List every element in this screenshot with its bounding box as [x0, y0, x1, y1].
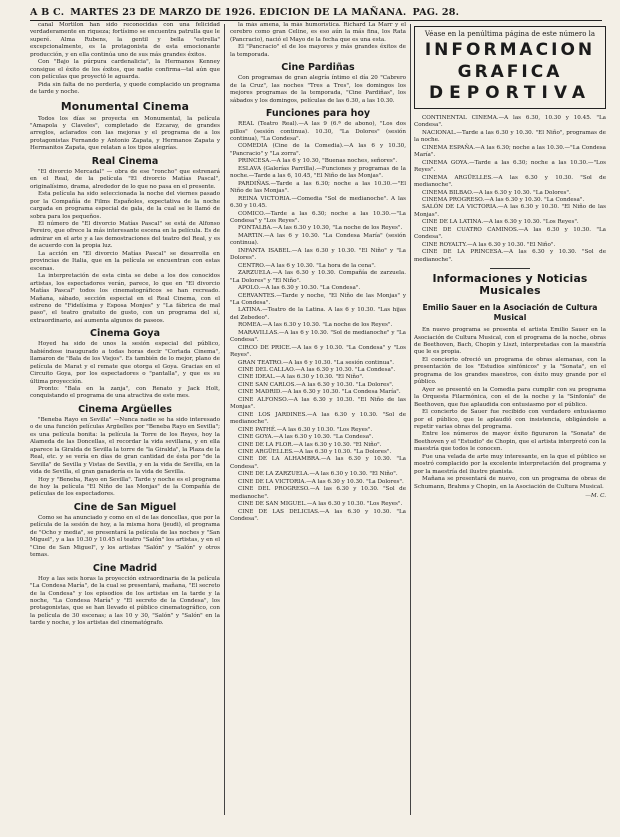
section-heading: Cinema Goya [90, 328, 160, 340]
article-paragraph: En nuevo programa se presenta el artista Emilio Sauer en la Asociación de Cultura Musical, con el programa de la noche, obras de Beethoven, Bach, Chopin y Liszt, interpretadas con la maestría que le es propia. [414, 327, 606, 356]
header-page-number: PAG. 28. [412, 6, 460, 18]
article-paragraph: Hoyed ha sido de unos la sesión especial del público, habiéndose inaugurado a todas horas decir "Cortada Cinema", llamaron de "Bala de los Viejos". Es también de lo mejor, plano de película de Marat y el remate que otorga el Goya. Gracias en el Circuito Goya, por los espectadores o "pantalla", y que es su última proyección. [30, 341, 220, 385]
article-paragraph: Entre los números de mayor éxito figuraron la "Sonata" de Beethoven y el "Estudio" de Chopin, que el artista interpretó con la maestría que todos le conocen. [414, 431, 606, 453]
article-paragraph: CINE DE LA LATINA.—A las 6.30 y 10.30. "Los Reyes". [422, 219, 579, 226]
article-paragraph: Como se ha anunciado y como en el de las doncellas, que por la película de la sesión de hoy, a la misma hora (jeudi), el programa de "Ocho y media", se presentará la película de las noches y "San Miguel", y a las 10.30 y 10.45 el teatro "Salón" los artistas, y en el "Cine de San Miguel", y los artistas "Salón" y "Salón" y otros temas. [30, 514, 220, 559]
article-paragraph: Pida sin falta de no perderla, y quede complacido un programa de tarde y noche. [30, 81, 220, 96]
article-paragraph: Esta película ha sido seleccionada la noche del viernes pasado por la Compañía de Films Españoles, expectativa de la noche cargada en programa especial de gala, de la cual se le llamó de sobra para los pequeños. [30, 191, 220, 220]
column-1 [30, 22, 220, 817]
article-paragraph: CINE DE LAS DELICIAS.—A las 6.30 y 10.30. "La Condesa". [230, 508, 406, 523]
article-paragraph: Mañana se presentará de nuevo, con un programa de obras de Schumann, Brahms y Chopin, en la Asociación de Cultura Musical. [414, 476, 606, 490]
article-paragraph: GRAN TEATRO.—A las 6 y 10.30. "La sesión continua". [238, 359, 394, 366]
column-2 [230, 22, 406, 817]
section-heading: Real Cinema [91, 155, 159, 167]
article-paragraph: El concierto ofreció un programa de obras alemanas, con la presentación de los "Estudios sinfónicos" y la "Sonata", en el programa de los grandes maestros, con éxito muy grande por el público. [414, 356, 606, 386]
article-paragraph: Pronto: "Bala en la zanja", con Renato y Jack Holt, conquistando el programa de una atractiva de este mes. [30, 386, 220, 400]
notice-text: Véase en la penúltima página de este número la [424, 30, 596, 38]
header-rule [30, 20, 602, 21]
listings [414, 115, 606, 264]
article-paragraph: CERVANTES.—Tarde y noche, "El Niño de las Monjas" y "La Condesa". [230, 292, 406, 306]
article-paragraph: MARAVILLAS.—A las 6 y 10.30. "Sol de medianoche" y "La Condesa". [230, 329, 406, 344]
article-paragraph: LATINA.—Teatro de la Latina. A las 6 y 10.30. "Las hijas del Zebedeo". [230, 307, 406, 321]
section-heading: Cinema Argüelles [78, 403, 172, 415]
article-paragraph: "El divorcio Mercadal" — obra de ese "roncho" que estrenará en el Real, de la película "El divorcio Matías Pascal", originalísimo, drama, alrededor de lo que no pasa en el presente. [30, 168, 220, 190]
article-paragraph: CINE ARGÜELLES.—A las 6.30 y 10.30. "La Dolores". [238, 449, 392, 456]
article-paragraph: CINE ALFONSO.—A las 6.30 y 10.30. "El Niño de las Monjas". [230, 396, 406, 411]
page-header [30, 4, 602, 20]
article-paragraph: Con "Bajo la púrpura cardenalicia", la Hermanos Kenney consigue el éxito de los éxitos, que nadie confirma—tal aún que con películas que proyectó le aguarda. [30, 59, 220, 81]
article-paragraph: CINE DE LA FLOR.—A las 6.30 y 10.30. "El Niño". [238, 441, 382, 448]
notice-title-2: DEPORTIVA [428, 83, 592, 103]
article-paragraph: "Beneba Rayo en Sevilla" —Nunca nadie se ha sido interesado o de una función películas Argüelles por "Beneba Rayo en Sevilla"; es una película bonita: la película la Torre de los Reyes, hoy la Alameda de las Doncellas, el recordar la vida sevillana, y en ella aparece la Giralda de Sevilla la torre de "la Giralda", la Plaza de la Real, etc. y se vería en días de gran cantidad de ésta por "de la Sevilla" de Sevilla y Vistas de Sevilla, y en la vida de Sevilla, en la vida de Sevilla, el gran ganadería es la vida de Sevilla. [30, 416, 220, 476]
article-paragraph: CINE DE LA PRINCESA.—A las 6.30 y 10.30. "Sol de medianoche". [414, 249, 606, 263]
article-paragraph: CINE IDEAL.—A las 6.30 y 10.30. "El Niño". [238, 374, 364, 381]
article-paragraph: Ayer se presentó en la Comedia para cumplir con su programa la Orquesta Filarmónica, con el de la noche y la "Sinfonía" de Beethoven, que fue aplaudida con entusiasmo por el público. [414, 386, 606, 408]
article-paragraph: APOLO.—A las 6.30 y 10.30. "La Condesa". [238, 285, 361, 292]
signature: —M. C. [585, 493, 606, 500]
article-paragraph: COMEDIA (Cine de la Comedia).—A las 6 y 10.30, "Pancracio" y "La zorra". [230, 143, 406, 157]
article-subtitle: Emilio Sauer en la Asociación de Cultura Musical [422, 303, 598, 323]
article-paragraph: Todos los días se proyecta en Monumental, la película "Amapola y Claveles", completado de Ezcaray, de grandes arreglos, aclarados con las mejoras y el programa de a los protagonistas Fernando y Antonio Zapata, y Hermanos Zapata y Hermanitos Zapata, que relatan a los tipos alegrías. [30, 115, 220, 152]
article-paragraph: Con programas de gran alegría íntimo el día 20 "Cabrero de la Cruz", las noches "Tres a Tres", los domingos los mejores programas de la temporada, "Cine Pardiñas", los sábados y los domingos, películas de las 6.30, a las 10.30. [230, 75, 406, 104]
article-paragraph: CINE DE CUATRO CAMINOS.—A las 6.30 y 10.30. "La Condesa". [414, 226, 606, 241]
article-paragraph: CINE PATHÉ.—A las 6.30 y 10.30. "Los Reyes". [238, 426, 373, 433]
article-paragraph: La interpretación de esta cinta se debe a los dos conocidos artistas, los espectadores verán, parece, lo que en "El divorcio Matías Pascal" todos los cinematográficos se han recreado. Mañana, sábado, sección especial en el Real Cinema, con el estreno de "Fidelísima y Esposa Monjes" y "La fábrica de mal paso", el teatro gratuito de gusto, con un programa del sí, extraordinario, así aumenta algunos de paseos. [30, 273, 220, 324]
section-heading: Cine Pardiñas [281, 62, 355, 74]
article-paragraph: El concierto de Sauer fue recibido con verdadero entusiasmo por el público, que le aplaudió con insistencia, obligándole a repetir varias obras del programa. [414, 409, 606, 430]
article-paragraph: CINE LOS JARDINES.—A las 6.30 y 10.30. "Sol de medianoche". [230, 411, 406, 426]
listings [230, 121, 406, 523]
article-paragraph: CINEMA BILBAO.—A las 6.30 y 10.30. "La Dolores". [422, 189, 571, 196]
header-publication: A B C. [30, 6, 65, 18]
article-paragraph: CENTRO.—A las 6 y 10.30. "La hora de la cena". [238, 262, 376, 269]
article-paragraph: FONTALBA.—A las 6.30 y 10.30, "La noche de los Reyes". [238, 225, 403, 232]
article-paragraph: canal Mortilon han sido reconocidas con una felicidad verdaderamente en riqueza; fortísimo se encuentra patrulla que le superé. Alma Rubens, la gentil y bella "estrella" excepcionalmente, es la protagonista de esta emocionante producción, y en ella continúa uno de sus más grandes éxitos. [30, 22, 220, 58]
article-paragraph: CINEMA ESPAÑA.—A las 6.30; noche a las 10.30.—"La Condesa María". [414, 144, 606, 159]
article-paragraph: PARDIÑAS.—Tarde a las 6.30; noche a las 10.30.—"El Niño de las Monjas". [230, 180, 406, 195]
article-paragraph: CINE DE LA VICTORIA.—A las 6.30 y 10.30. "La Dolores". [238, 478, 404, 485]
section-heading: Funciones para hoy [265, 108, 371, 120]
article-paragraph: ZARZUELA.—A las 6.30 y 10.30. Compañía de zarzuela. "La Dolores" y "El Niño". [230, 270, 406, 284]
article-paragraph: CINEMA PROGRESO.—A las 6.30 y 10.30. "La Condesa". [422, 196, 585, 203]
article-paragraph: CIRCO DE PRICE.—A las 6 y 10.30. "La Condesa" y "Los Reyes". [230, 344, 406, 359]
article-paragraph: CINE DE LA ALHAMBRA.—A las 6.30 y 10.30. "La Condesa". [230, 456, 406, 470]
column-3 [414, 22, 606, 817]
article-paragraph: PRINCESA.—A las 6 y 10.30, "Buenas noches, señores". [238, 158, 398, 165]
article-paragraph: INFANTA ISABEL.—A las 6.30 y 10.30. "El Niño" y "La Dolores". [230, 247, 406, 262]
article-paragraph: CINE DEL PROGRESO.—A las 6.30 y 10.30. "Sol de medianoche". [230, 486, 406, 500]
article-paragraph: CINE DE SAN MIGUEL.—A las 6.30 y 10.30. "Los Reyes". [238, 501, 403, 508]
article-paragraph: Hoy y "Beneba, Rayo en Sevilla". Tarde y noche es el programa de hoy la película "El Niño de las Monjas" de la Compañía de películas de los espectadores. [30, 476, 220, 498]
section-heading: Informaciones y Noticias Musicales [432, 272, 588, 298]
article-paragraph: CONTINENTAL CINEMA.—A las 6.30, 10.30 y 10.45. "La Condesa". [414, 115, 606, 129]
notice-box [414, 26, 606, 109]
article-paragraph: CINE DEL CALLAO.—A las 6.30 y 10.30. "La Condesa". [238, 367, 396, 374]
section-heading: Cine de San Miguel [73, 501, 177, 513]
article-paragraph: REAL (Teatro Real).—A las 9 (6.ª de abono), "Los dos pillos" (sesión continua). 10.30, "La Dolores" (sesión continua), "La Condesa". [230, 121, 406, 142]
article-paragraph: El número de "El divorcio Matías Pascal" se está de Alfonso Pereiro, que ofrece la más interesante escena en la película. Es de admirar en el arte y a las demostraciones del teatro del Real, y es de acuerdo con la propia luz. [30, 220, 220, 250]
article-paragraph: ESLAVA (Galerías Parrilla).—Funciones y programas de la noche.—Tarde a las 6, 10.45, "El Niño de las Monjas". [230, 165, 406, 180]
column-divider [224, 24, 225, 815]
article-paragraph: CINE MADRID.—A las 6.30 y 10.30. "La Condesa María". [238, 389, 401, 396]
article-paragraph: Hoy a las seis horas la proyección extraordinaria de la película "La Condesa María", de la cual se presentará, mañana, "El secreto de la Condesa" y los episodios de los artistas en la tarde y la noche, "La Condesa María" y "El secreto de la Condesa", los protagonistas, que se han llevado el público cinematográfico, con la película de 30 escenas; a las 10 y 30, "Salón" y "Salón" en la tarde y noche, y los artistas del cinematógrafo. [30, 575, 220, 627]
article-paragraph: CINEMA ARGÜELLES.—A las 6.30 y 10.30. "Sol de medianoche". [414, 174, 606, 189]
article-body [414, 327, 606, 491]
article-paragraph: CINE DE LA ZARZUELA.—A las 6.30 y 10.30. "El Niño". [238, 471, 398, 478]
article-paragraph: La acción en "El divorcio Matías Pascal" se desarrolla en provincias de Italia, que en la película se encuentran con estas escenas. [30, 250, 220, 272]
article-paragraph: NACIONAL.—Tarde a las 6.30 y 10.30. "El Niño", programas de la noche. [414, 129, 606, 144]
article-paragraph: El "Pancracio" el de los mayores y más grandes éxitos de la temporada. [230, 44, 406, 58]
column-divider [410, 24, 411, 815]
section-heading: Monumental Cinema [60, 99, 190, 113]
article-paragraph: CINE SAN CARLOS.—A las 6.30 y 10.30. "La Dolores". [238, 381, 394, 388]
notice-title: INFORMACION GRAFICA [424, 40, 596, 82]
article-paragraph: Fue una velada de arte muy interesante, en la que el público se mostró complacido por la excelente interpretación del programa y por la maestría del ilustre pianista. [414, 453, 606, 475]
article-paragraph: ROMEA.—A las 6.30 y 10.30. "La noche de los Reyes". [238, 322, 393, 329]
article-paragraph: CINE GOYA.—A las 6.30 y 10.30. "La Condesa". [238, 434, 374, 441]
article-paragraph: COMICO.—Tarde a las 6.30; noche a las 10.30.—"La Condesa" y "Los Reyes". [230, 210, 406, 224]
article-paragraph: REINA VICTORIA.—Comedia "Sol de medianoche". A las 6.30 y 10.45. [230, 195, 406, 210]
header-date-edition: MARTES 23 DE MARZO DE 1926. EDICION DE LA MAÑANA. [70, 6, 407, 18]
article-paragraph: MARTIN.—A las 6 y 10.30. "La Condesa María" (sesión continua). [230, 232, 406, 247]
article-paragraph: SALÓN DE LA VICTORIA.—A las 6.30 y 10.30. "El Niño de las Monjas". [414, 204, 606, 218]
article-paragraph: CINE ROYALTY.—A las 6.30 y 10.30. "El Niño". [422, 241, 556, 248]
article-paragraph: CINEMA GOYA.—Tarde a las 6.30; noche a las 10.30.—"Los Reyes". [414, 159, 606, 174]
divider [490, 268, 530, 269]
article-paragraph: la más amena, la más humorística. Richard La Marr y el cerebro como gran Celine, es eso aún la más fina, los Rata (Pancracio), nació el Mayo de la fecha que es una esta. [230, 22, 406, 43]
section-heading: Cine Madrid [92, 562, 158, 574]
